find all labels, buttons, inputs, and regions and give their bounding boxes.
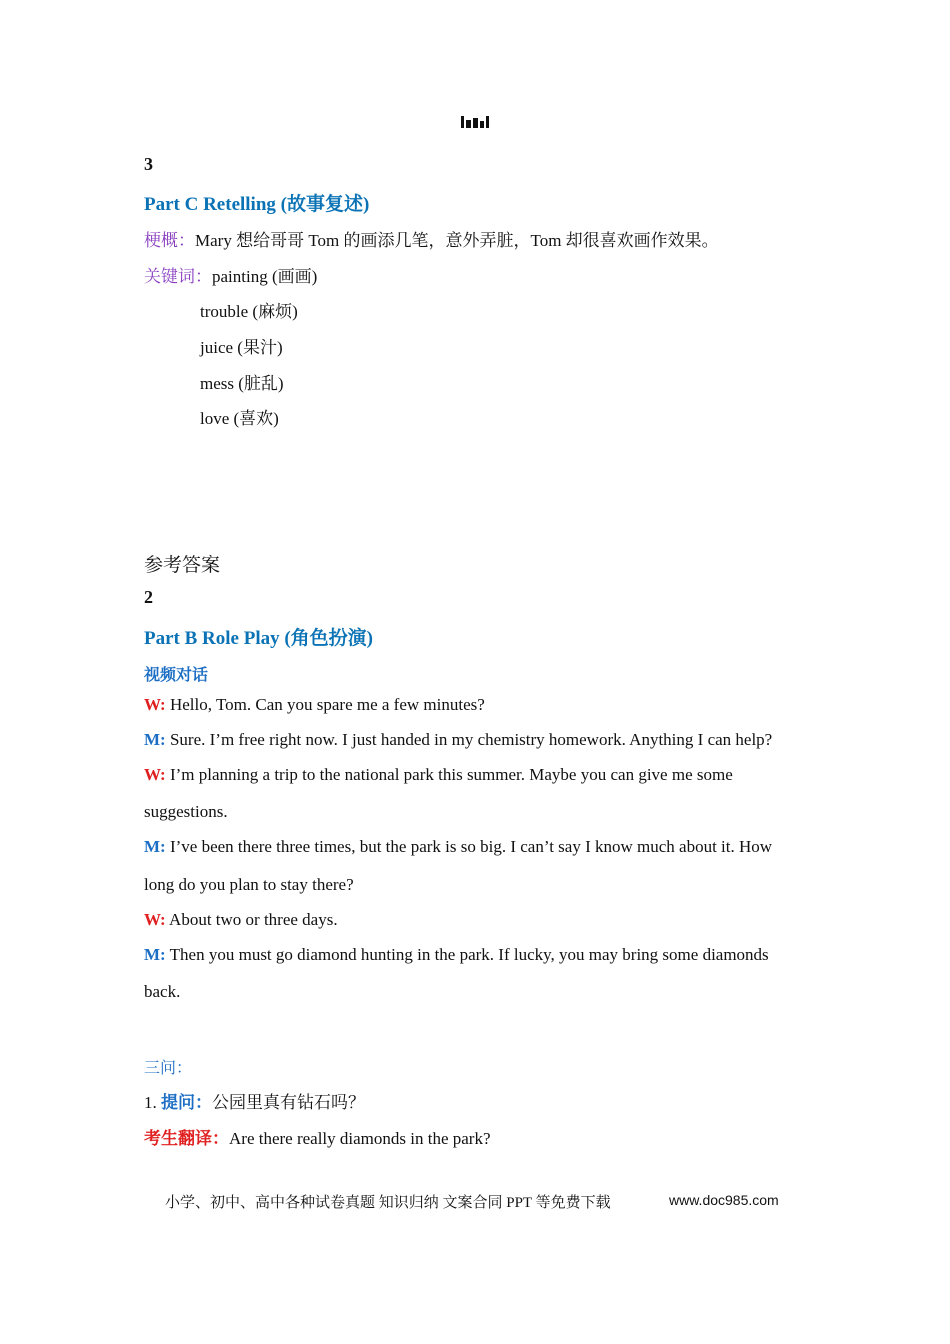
question-number: 1. bbox=[144, 1093, 161, 1112]
dialog-line bbox=[144, 765, 733, 785]
translation-row bbox=[144, 1124, 491, 1149]
translation-text: Are there really diamonds in the park? bbox=[229, 1129, 491, 1148]
bar-logo-icon bbox=[461, 116, 489, 128]
keyword-item: painting (画画) bbox=[212, 267, 318, 286]
dialog-line bbox=[144, 837, 772, 857]
dialog-continuation: long do you plan to stay there? bbox=[144, 875, 354, 894]
section-title: Part C Retelling (故事复述) bbox=[144, 194, 370, 215]
footer-text: 小学、初中、高中各种试卷真题 知识归纳 文案合同 PPT 等免费下载 bbox=[165, 1195, 611, 1211]
summary-row bbox=[144, 226, 719, 251]
answers-title: Part B Role Play (角色扮演) bbox=[144, 628, 374, 649]
keyword-item: love (喜欢) bbox=[200, 409, 279, 428]
answers-heading: 参考答案 bbox=[144, 555, 221, 576]
three-questions-label: 三问： bbox=[144, 1060, 193, 1077]
speaker-label: W: bbox=[144, 910, 166, 929]
dialog-line bbox=[144, 730, 772, 750]
question-row bbox=[144, 1088, 365, 1113]
dialog-continuation: suggestions. bbox=[144, 802, 228, 821]
dialog-text: About two or three days. bbox=[165, 910, 338, 929]
dialog-text: I’ve been there three times, but the park is so big. I can’t say I know much about it. How bbox=[165, 837, 773, 856]
footer-url[interactable]: www.doc985.com bbox=[669, 1192, 779, 1208]
dialog-text: Hello, Tom. Can you spare me a few minutes? bbox=[165, 695, 485, 714]
keyword-item: mess (脏乱) bbox=[200, 374, 284, 393]
speaker-label: M: bbox=[144, 945, 166, 964]
speaker-label: W: bbox=[144, 695, 166, 714]
summary-text: Mary 想给哥哥 Tom 的画添几笔，意外弄脏，Tom 却很喜欢画作效果。 bbox=[195, 231, 719, 250]
dialog-line bbox=[144, 910, 338, 930]
dialog-continuation: back. bbox=[144, 982, 181, 1001]
section-number: 3 bbox=[144, 154, 153, 174]
keyword-item: juice (果汁) bbox=[200, 338, 283, 357]
question-text: 公园里真有钻石吗？ bbox=[212, 1093, 365, 1112]
speaker-label: W: bbox=[144, 765, 166, 784]
keywords-row bbox=[144, 262, 317, 287]
summary-label: 梗概： bbox=[144, 231, 195, 250]
dialog-text: Sure. I’m free right now. I just handed in my chemistry homework. Anything I can help? bbox=[165, 730, 773, 749]
dialog-text: I’m planning a trip to the national park this summer. Maybe you can give me some bbox=[165, 765, 733, 784]
dialog-line bbox=[144, 695, 485, 715]
keyword-item: trouble (麻烦) bbox=[200, 302, 298, 321]
answers-number: 2 bbox=[144, 587, 153, 607]
speaker-label: M: bbox=[144, 730, 166, 749]
dialog-label: 视频对话 bbox=[144, 667, 209, 684]
speaker-label: M: bbox=[144, 837, 166, 856]
question-label: 提问： bbox=[161, 1093, 212, 1112]
dialog-text: Then you must go diamond hunting in the park. If lucky, you may bring some diamonds bbox=[165, 945, 769, 964]
translation-label: 考生翻译： bbox=[144, 1129, 229, 1148]
keywords-label: 关键词： bbox=[144, 267, 212, 286]
dialog-line bbox=[144, 945, 769, 965]
